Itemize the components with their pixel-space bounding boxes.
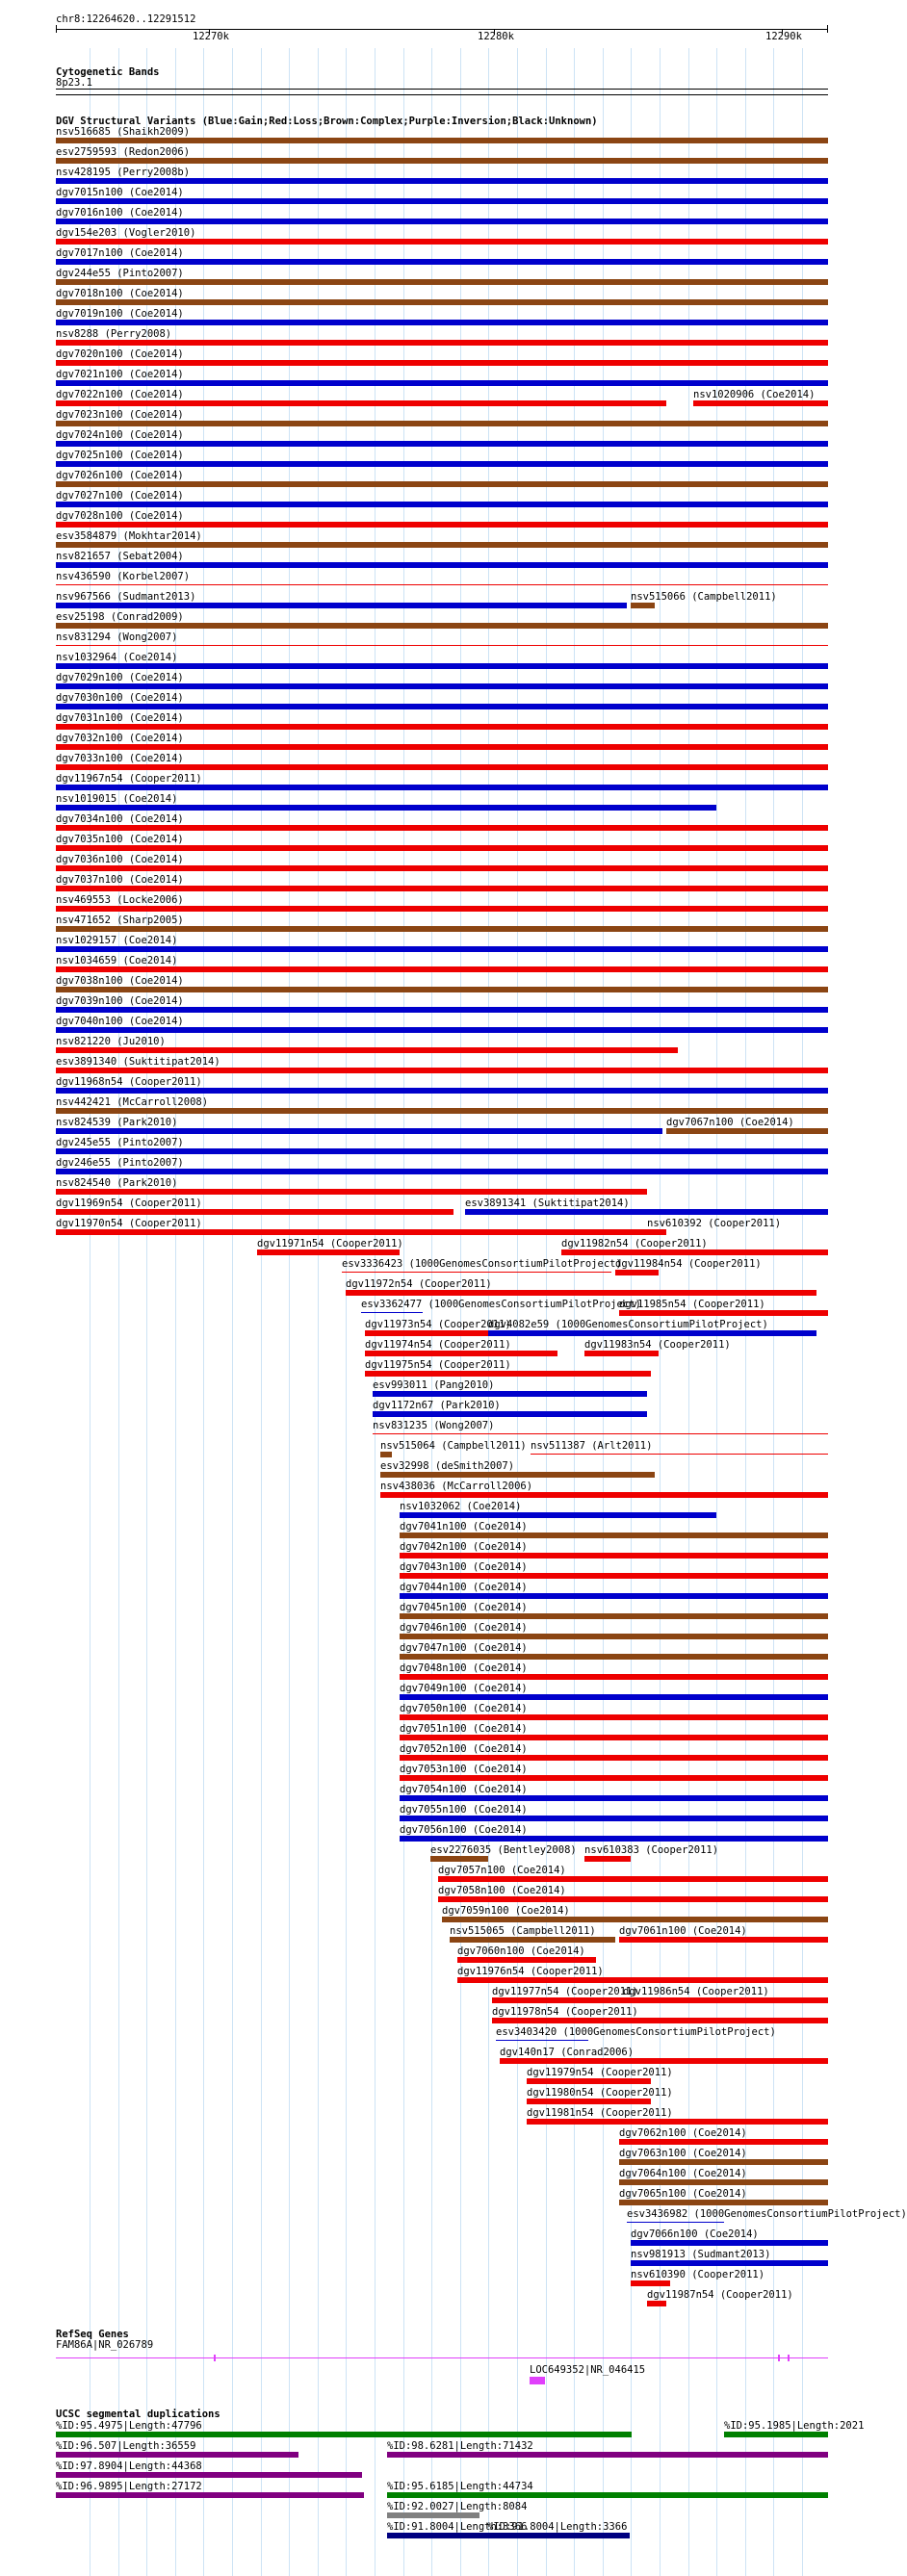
variant-label[interactable]: nsv831294 (Wong2007) [56, 631, 178, 643]
variant-label[interactable]: dgv7028n100 (Coe2014) [56, 510, 184, 522]
variant-label[interactable]: dgv7065n100 (Coe2014) [619, 2188, 747, 2200]
variant-bar-loss[interactable] [527, 2099, 651, 2104]
variant-label[interactable]: dgv7053n100 (Coe2014) [400, 1764, 528, 1775]
variant-label[interactable]: dgv246e55 (Pinto2007) [56, 1157, 184, 1169]
variant-label[interactable]: esv2276035 (Bentley2008) [430, 1844, 577, 1856]
variant-label[interactable]: dgv11974n54 (Cooper2011) [365, 1339, 511, 1351]
variant-bar-loss[interactable] [56, 360, 828, 366]
variant-bar-loss[interactable] [561, 1249, 828, 1255]
variant-label[interactable]: nsv610392 (Cooper2011) [647, 1218, 782, 1229]
variant-bar-loss[interactable] [56, 1189, 647, 1195]
variant-bar-gain[interactable] [56, 380, 828, 386]
variant-bar-loss[interactable] [584, 1856, 631, 1862]
variant-bar-complex[interactable] [619, 2200, 828, 2205]
variant-bar-loss[interactable] [584, 1351, 659, 1356]
variant-label[interactable]: dgv11983n54 (Cooper2011) [584, 1339, 731, 1351]
variant-bar-gain[interactable] [56, 1169, 828, 1174]
variant-bar-gain[interactable] [400, 1593, 828, 1599]
variant-bar-loss[interactable] [365, 1371, 651, 1377]
variant-bar-gain[interactable] [400, 1795, 828, 1801]
variant-label[interactable]: dgv7031n100 (Coe2014) [56, 712, 184, 724]
variant-bar-complex[interactable] [619, 2179, 828, 2185]
variant-bar-loss[interactable] [56, 744, 828, 750]
variant-bar-loss[interactable] [56, 1229, 647, 1235]
variant-bar-complex[interactable] [56, 623, 828, 629]
variant-bar-gain[interactable] [400, 1694, 828, 1700]
variant-label[interactable]: esv3336423 (1000GenomesConsortiumPilotProject) [342, 1258, 622, 1270]
variant-bar-gain[interactable] [496, 2040, 588, 2041]
variant-label[interactable]: nsv1032964 (Coe2014) [56, 652, 178, 663]
variant-label[interactable]: nsv831235 (Wong2007) [373, 1420, 495, 1431]
segdup-bar[interactable] [387, 2492, 828, 2498]
variant-label[interactable]: dgv7049n100 (Coe2014) [400, 1683, 528, 1694]
variant-bar-loss[interactable] [400, 1775, 828, 1781]
variant-bar-gain[interactable] [373, 1411, 647, 1417]
variant-bar-gain[interactable] [56, 1027, 828, 1033]
variant-bar-complex[interactable] [56, 987, 828, 992]
variant-bar-loss[interactable] [500, 2058, 828, 2064]
segdup-bar[interactable] [56, 2432, 632, 2437]
variant-label[interactable]: esv3362477 (1000GenomesConsortiumPilotProject) [361, 1299, 641, 1310]
gene-label[interactable]: FAM86A|NR_026789 [56, 2339, 154, 2351]
variant-label[interactable]: dgv7020n100 (Coe2014) [56, 348, 184, 360]
variant-bar-complex[interactable] [380, 1472, 655, 1478]
variant-label[interactable]: dgv7048n100 (Coe2014) [400, 1662, 528, 1674]
variant-bar-gain[interactable] [627, 2222, 724, 2223]
variant-bar-loss[interactable] [527, 2078, 651, 2084]
variant-label[interactable]: dgv11986n54 (Cooper2011) [623, 1986, 769, 1997]
variant-label[interactable]: dgv7023n100 (Coe2014) [56, 409, 184, 421]
variant-label[interactable]: dgv11968n54 (Cooper2011) [56, 1076, 202, 1088]
variant-label[interactable]: nsv824539 (Park2010) [56, 1117, 178, 1128]
variant-bar-loss[interactable] [56, 845, 828, 851]
variant-bar-complex[interactable] [56, 138, 828, 143]
variant-label[interactable]: dgv7029n100 (Coe2014) [56, 672, 184, 683]
segdup-bar[interactable] [487, 2533, 630, 2538]
variant-label[interactable]: nsv515064 (Campbell2011) [380, 1440, 527, 1452]
segdup-bar[interactable] [56, 2472, 362, 2478]
variant-label[interactable]: dgv7042n100 (Coe2014) [400, 1541, 528, 1553]
variant-label[interactable]: dgv11969n54 (Cooper2011) [56, 1198, 202, 1209]
variant-bar-loss[interactable] [373, 1433, 828, 1434]
variant-bar-loss[interactable] [56, 886, 828, 891]
variant-bar-complex[interactable] [619, 2159, 828, 2165]
variant-label[interactable]: dgv7062n100 (Coe2014) [619, 2127, 747, 2139]
variant-label[interactable]: nsv1020906 (Coe2014) [693, 389, 816, 400]
ruler-tick-label: 12290k [765, 31, 802, 42]
variant-label[interactable]: esv3436982 (1000GenomesConsortiumPilotProject) [627, 2208, 907, 2220]
variant-label[interactable]: dgv7058n100 (Coe2014) [438, 1885, 566, 1896]
variant-label[interactable]: dgv11979n54 (Cooper2011) [527, 2067, 673, 2078]
variant-label[interactable]: esv25198 (Conrad2009) [56, 611, 184, 623]
segdup-bar[interactable] [56, 2492, 364, 2498]
segdup-bar[interactable] [387, 2512, 479, 2518]
gene-line[interactable] [56, 2357, 828, 2358]
variant-bar-loss[interactable] [56, 584, 828, 585]
variant-bar-gain[interactable] [56, 1088, 828, 1094]
variant-label[interactable]: dgv11980n54 (Cooper2011) [527, 2087, 673, 2099]
variant-bar-complex[interactable] [450, 1937, 615, 1943]
variant-label[interactable]: esv3403420 (1000GenomesConsortiumPilotProject) [496, 2026, 776, 2038]
variant-bar-loss[interactable] [56, 966, 828, 972]
variant-label[interactable]: dgv4082e59 (1000GenomesConsortiumPilotProject) [488, 1319, 768, 1330]
variant-label[interactable]: dgv7047n100 (Coe2014) [400, 1642, 528, 1654]
variant-label[interactable]: dgv7056n100 (Coe2014) [400, 1824, 528, 1836]
variant-label[interactable]: dgv7044n100 (Coe2014) [400, 1582, 528, 1593]
segdup-label[interactable]: %ID:95.6185|Length:44734 [387, 2481, 533, 2492]
variant-label[interactable]: nsv610383 (Cooper2011) [584, 1844, 719, 1856]
variant-label[interactable]: dgv7055n100 (Coe2014) [400, 1804, 528, 1816]
variant-label[interactable]: dgv7016n100 (Coe2014) [56, 207, 184, 219]
variant-label[interactable]: nsv1029157 (Coe2014) [56, 935, 178, 946]
variant-bar-loss[interactable] [257, 1249, 400, 1255]
variant-label[interactable]: dgv11975n54 (Cooper2011) [365, 1359, 511, 1371]
variant-bar-loss[interactable] [56, 645, 828, 646]
variant-label[interactable]: dgv7041n100 (Coe2014) [400, 1521, 528, 1533]
variant-label[interactable]: dgv7024n100 (Coe2014) [56, 429, 184, 441]
variant-label[interactable]: nsv442421 (McCarroll2008) [56, 1096, 209, 1108]
variant-bar-gain[interactable] [361, 1312, 423, 1313]
variant-label[interactable]: dgv11970n54 (Cooper2011) [56, 1218, 202, 1229]
segdup-label[interactable]: %ID:98.6281|Length:71432 [387, 2440, 533, 2452]
variant-label[interactable]: dgv7034n100 (Coe2014) [56, 813, 184, 825]
variant-label[interactable]: dgv11978n54 (Cooper2011) [492, 2006, 638, 2018]
variant-label[interactable]: dgv7067n100 (Coe2014) [666, 1117, 794, 1128]
variant-bar-complex[interactable] [56, 542, 828, 548]
variant-label[interactable]: dgv7019n100 (Coe2014) [56, 308, 184, 320]
variant-bar-gain[interactable] [488, 1330, 816, 1336]
variant-bar-loss[interactable] [365, 1351, 557, 1356]
segdup-bar[interactable] [724, 2432, 828, 2437]
variant-label[interactable]: dgv7027n100 (Coe2014) [56, 490, 184, 502]
variant-bar-complex[interactable] [400, 1613, 828, 1619]
cytoband-title: Cytogenetic Bands [56, 66, 160, 78]
segdup-label[interactable]: %ID:97.8904|Length:44368 [56, 2460, 202, 2472]
segdup-label[interactable]: %ID:91.8004|Length:3366 [387, 2521, 528, 2533]
variant-bar-loss[interactable] [492, 1997, 623, 2003]
variant-label[interactable]: dgv7038n100 (Coe2014) [56, 975, 184, 987]
variant-label[interactable]: nsv515066 (Campbell2011) [631, 591, 777, 603]
variant-bar-gain[interactable] [56, 441, 828, 447]
variant-label[interactable]: nsv471652 (Sharp2005) [56, 914, 184, 926]
variant-label[interactable]: dgv11967n54 (Cooper2011) [56, 773, 202, 785]
variant-label[interactable]: dgv11972n54 (Cooper2011) [346, 1278, 492, 1290]
gene-exon[interactable] [788, 2355, 790, 2361]
variant-label[interactable]: dgv11971n54 (Cooper2011) [257, 1238, 403, 1249]
variant-label[interactable]: dgv11973n54 (Cooper2011) [365, 1319, 511, 1330]
variant-bar-complex[interactable] [400, 1634, 828, 1639]
variant-label[interactable]: dgv11982n54 (Cooper2011) [561, 1238, 708, 1249]
variant-bar-loss[interactable] [400, 1553, 828, 1558]
variant-label[interactable]: esv3584879 (Mokhtar2014) [56, 530, 202, 542]
segdup-bar[interactable] [387, 2533, 487, 2538]
variant-bar-gain[interactable] [56, 946, 828, 952]
variant-label[interactable]: nsv436590 (Korbel2007) [56, 571, 191, 582]
segdup-label[interactable]: %ID:96.507|Length:36559 [56, 2440, 196, 2452]
variant-bar-loss[interactable] [400, 1735, 828, 1740]
variant-bar-gain[interactable] [56, 259, 828, 265]
variant-bar-gain[interactable] [373, 1391, 647, 1397]
variant-label[interactable]: dgv7052n100 (Coe2014) [400, 1743, 528, 1755]
variant-label[interactable]: nsv8288 (Perry2008) [56, 328, 172, 340]
variant-bar-loss[interactable] [56, 340, 828, 346]
variant-bar-complex[interactable] [400, 1654, 828, 1660]
variant-label[interactable]: nsv438036 (McCarroll2006) [380, 1481, 533, 1492]
variant-label[interactable]: nsv1032062 (Coe2014) [400, 1501, 522, 1512]
variant-label[interactable]: nsv967566 (Sudmant2013) [56, 591, 196, 603]
variant-bar-loss[interactable] [438, 1876, 828, 1882]
variant-bar-loss[interactable] [380, 1492, 828, 1498]
variant-bar-gain[interactable] [631, 2240, 828, 2246]
variant-label[interactable]: dgv7026n100 (Coe2014) [56, 470, 184, 481]
segdup-label[interactable]: %ID:95.4975|Length:47796 [56, 2420, 202, 2432]
variant-bar-loss[interactable] [56, 239, 828, 245]
variant-label[interactable]: dgv7063n100 (Coe2014) [619, 2148, 747, 2159]
variant-label[interactable]: dgv7037n100 (Coe2014) [56, 874, 184, 886]
segdup-title: UCSC segmental duplications [56, 2409, 220, 2420]
variant-label[interactable]: dgv154e203 (Vogler2010) [56, 227, 196, 239]
variant-label[interactable]: dgv7032n100 (Coe2014) [56, 733, 184, 744]
variant-label[interactable]: dgv7033n100 (Coe2014) [56, 753, 184, 764]
variant-bar-gain[interactable] [56, 683, 828, 689]
gene-exon[interactable] [214, 2355, 216, 2361]
variant-label[interactable]: nsv515065 (Campbell2011) [450, 1925, 596, 1937]
variant-label[interactable]: dgv11985n54 (Cooper2011) [619, 1299, 765, 1310]
variant-label[interactable]: nsv428195 (Perry2008b) [56, 167, 191, 178]
variant-bar-complex[interactable] [56, 279, 828, 285]
variant-label[interactable]: dgv7060n100 (Coe2014) [457, 1945, 585, 1957]
variant-label[interactable]: nsv824540 (Park2010) [56, 1177, 178, 1189]
variant-bar-gain[interactable] [56, 805, 716, 811]
variant-bar-gain[interactable] [465, 1209, 828, 1215]
segdup-label[interactable]: %ID:95.1985|Length:2021 [724, 2420, 865, 2432]
variant-label[interactable]: nsv516685 (Shaikh2009) [56, 126, 191, 138]
variant-label[interactable]: nsv511387 (Arlt2011) [531, 1440, 653, 1452]
variant-bar-complex[interactable] [666, 1128, 828, 1134]
variant-label[interactable]: nsv821657 (Sebat2004) [56, 551, 184, 562]
variant-bar-complex[interactable] [56, 926, 828, 932]
variant-label[interactable]: dgv7017n100 (Coe2014) [56, 247, 184, 259]
variant-label[interactable]: dgv7018n100 (Coe2014) [56, 288, 184, 299]
variant-bar-loss[interactable] [56, 1209, 454, 1215]
variant-label[interactable]: dgv7022n100 (Coe2014) [56, 389, 184, 400]
variant-bar-gain[interactable] [56, 785, 828, 790]
variant-bar-loss[interactable] [623, 1997, 828, 2003]
variant-bar-loss[interactable] [400, 1755, 828, 1761]
variant-bar-loss[interactable] [400, 1573, 828, 1579]
variant-bar-gain[interactable] [56, 1007, 828, 1013]
variant-bar-loss[interactable] [615, 1270, 659, 1275]
variant-bar-loss[interactable] [346, 1290, 816, 1296]
variant-label[interactable]: esv2759593 (Redon2006) [56, 146, 191, 158]
variant-label[interactable]: dgv7064n100 (Coe2014) [619, 2168, 747, 2179]
variant-bar-gain[interactable] [56, 502, 828, 507]
variant-label[interactable]: dgv11977n54 (Cooper2011) [492, 1986, 638, 1997]
gene-exon[interactable] [530, 2377, 545, 2384]
variant-label[interactable]: dgv245e55 (Pinto2007) [56, 1137, 184, 1148]
gene-label[interactable]: LOC649352|NR_046415 [530, 2364, 646, 2376]
variant-bar-gain[interactable] [56, 461, 828, 467]
variant-label[interactable]: esv32998 (deSmith2007) [380, 1460, 515, 1472]
variant-label[interactable]: esv993011 (Pang2010) [373, 1379, 495, 1391]
variant-label[interactable]: esv3891341 (Suktitipat2014) [465, 1198, 630, 1209]
variant-bar-complex[interactable] [400, 1533, 828, 1538]
segdup-label[interactable]: %ID:96.9895|Length:27172 [56, 2481, 202, 2492]
refseq-title: RefSeq Genes [56, 2329, 129, 2340]
variant-label[interactable]: dgv7036n100 (Coe2014) [56, 854, 184, 865]
variant-label[interactable]: dgv7046n100 (Coe2014) [400, 1622, 528, 1634]
variant-label[interactable]: dgv7021n100 (Coe2014) [56, 369, 184, 380]
variant-bar-complex[interactable] [56, 1108, 828, 1114]
dgv-track-title: DGV Structural Variants (Blue:Gain;Red:Loss;Brown:Complex;Purple:Inversion;Black:Unknown) [56, 116, 598, 127]
variant-bar-loss[interactable] [56, 825, 828, 831]
variant-bar-loss[interactable] [56, 764, 828, 770]
variant-label[interactable]: dgv7050n100 (Coe2014) [400, 1703, 528, 1714]
variant-label[interactable]: dgv11981n54 (Cooper2011) [527, 2107, 673, 2119]
variant-bar-loss[interactable] [56, 865, 828, 871]
variant-bar-gain[interactable] [400, 1512, 716, 1518]
variant-label[interactable]: dgv7040n100 (Coe2014) [56, 1016, 184, 1027]
variant-label[interactable]: dgv140n17 (Conrad2006) [500, 2047, 635, 2058]
variant-label[interactable]: dgv244e55 (Pinto2007) [56, 268, 184, 279]
variant-bar-gain[interactable] [400, 1836, 828, 1842]
variant-label[interactable]: nsv821220 (Ju2010) [56, 1036, 166, 1047]
variant-bar-complex[interactable] [380, 1452, 392, 1457]
variant-label[interactable]: dgv11984n54 (Cooper2011) [615, 1258, 762, 1270]
variant-bar-loss[interactable] [619, 1937, 828, 1943]
variant-label[interactable]: dgv7054n100 (Coe2014) [400, 1784, 528, 1795]
variant-bar-loss[interactable] [647, 2301, 666, 2306]
variant-bar-gain[interactable] [56, 562, 828, 568]
variant-bar-gain[interactable] [400, 1816, 828, 1821]
cytoband-label[interactable]: 8p23.1 [56, 77, 92, 89]
variant-label[interactable]: dgv7051n100 (Coe2014) [400, 1723, 528, 1735]
variant-bar-loss[interactable] [693, 400, 828, 406]
variant-bar-loss[interactable] [631, 2280, 670, 2286]
variant-bar-loss[interactable] [647, 1229, 666, 1235]
variant-bar-loss[interactable] [492, 2018, 828, 2023]
variant-label[interactable]: nsv610390 (Cooper2011) [631, 2269, 765, 2280]
variant-label[interactable]: dgv11976n54 (Cooper2011) [457, 1966, 604, 1977]
variant-bar-loss[interactable] [438, 1896, 828, 1902]
segdup-label[interactable]: %ID:92.0027|Length:8084 [387, 2501, 528, 2512]
variant-label[interactable]: dgv7043n100 (Coe2014) [400, 1561, 528, 1573]
variant-bar-complex[interactable] [56, 481, 828, 487]
variant-label[interactable]: dgv7045n100 (Coe2014) [400, 1602, 528, 1613]
variant-label[interactable]: dgv7015n100 (Coe2014) [56, 187, 184, 198]
variant-label[interactable]: dgv7030n100 (Coe2014) [56, 692, 184, 704]
variant-label[interactable]: dgv1172n67 (Park2010) [373, 1400, 501, 1411]
variant-bar-complex[interactable] [430, 1856, 488, 1862]
variant-bar-loss[interactable] [527, 2119, 828, 2125]
variant-bar-gain[interactable] [56, 1128, 662, 1134]
variant-bar-loss[interactable] [365, 1330, 488, 1336]
variant-bar-gain[interactable] [56, 178, 828, 184]
variant-label[interactable]: dgv7025n100 (Coe2014) [56, 450, 184, 461]
variant-label[interactable]: dgv7059n100 (Coe2014) [442, 1905, 570, 1917]
variant-bar-gain[interactable] [631, 2260, 828, 2266]
variant-bar-complex[interactable] [56, 158, 828, 164]
variant-bar-loss[interactable] [400, 1714, 828, 1720]
variant-label[interactable]: nsv469553 (Locke2006) [56, 894, 184, 906]
ruler-tick-label: 12270k [193, 31, 229, 42]
segdup-label[interactable]: %ID:91.8004|Length:3366 [487, 2521, 628, 2533]
variant-bar-loss[interactable] [56, 400, 666, 406]
variant-bar-loss[interactable] [400, 1674, 828, 1680]
position-label: chr8:12264620..12291512 [56, 13, 196, 25]
ruler-tick-label: 12280k [478, 31, 514, 42]
variant-bar-loss[interactable] [619, 2139, 828, 2145]
variant-bar-gain[interactable] [56, 603, 627, 608]
variant-label[interactable]: nsv1019015 (Coe2014) [56, 793, 178, 805]
segdup-bar[interactable] [387, 2452, 828, 2458]
variant-bar-loss[interactable] [56, 522, 828, 528]
variant-bar-loss[interactable] [531, 1454, 828, 1455]
variant-bar-gain[interactable] [56, 1148, 828, 1154]
variant-label[interactable]: esv3891340 (Suktitipat2014) [56, 1056, 220, 1068]
variant-bar-loss[interactable] [56, 724, 828, 730]
variant-bar-loss[interactable] [619, 1310, 828, 1316]
variant-bar-gain[interactable] [56, 320, 828, 325]
variant-bar-gain[interactable] [56, 704, 828, 709]
variant-label[interactable]: dgv11987n54 (Cooper2011) [647, 2289, 793, 2301]
variant-label[interactable]: dgv7039n100 (Coe2014) [56, 995, 184, 1007]
variant-bar-gain[interactable] [56, 663, 828, 669]
variant-bar-complex[interactable] [56, 421, 828, 426]
gene-exon[interactable] [778, 2355, 780, 2361]
variant-label[interactable]: nsv981913 (Sudmant2013) [631, 2249, 771, 2260]
variant-bar-loss[interactable] [56, 906, 828, 912]
variant-label[interactable]: dgv7061n100 (Coe2014) [619, 1925, 747, 1937]
variant-bar-loss[interactable] [56, 1068, 828, 1073]
variant-label[interactable]: dgv7066n100 (Coe2014) [631, 2228, 759, 2240]
variant-label[interactable]: nsv1034659 (Coe2014) [56, 955, 178, 966]
variant-bar-complex[interactable] [56, 299, 828, 305]
variant-bar-loss[interactable] [457, 1977, 828, 1983]
variant-label[interactable]: dgv7035n100 (Coe2014) [56, 834, 184, 845]
variant-bar-complex[interactable] [631, 603, 655, 608]
variant-bar-loss[interactable] [342, 1272, 611, 1273]
variant-label[interactable]: dgv7057n100 (Coe2014) [438, 1865, 566, 1876]
variant-bar-gain[interactable] [56, 219, 828, 224]
variant-bar-loss[interactable] [56, 1047, 678, 1053]
variant-bar-loss[interactable] [457, 1957, 596, 1963]
segdup-bar[interactable] [56, 2452, 298, 2458]
variant-bar-gain[interactable] [56, 198, 828, 204]
variant-bar-complex[interactable] [442, 1917, 828, 1922]
